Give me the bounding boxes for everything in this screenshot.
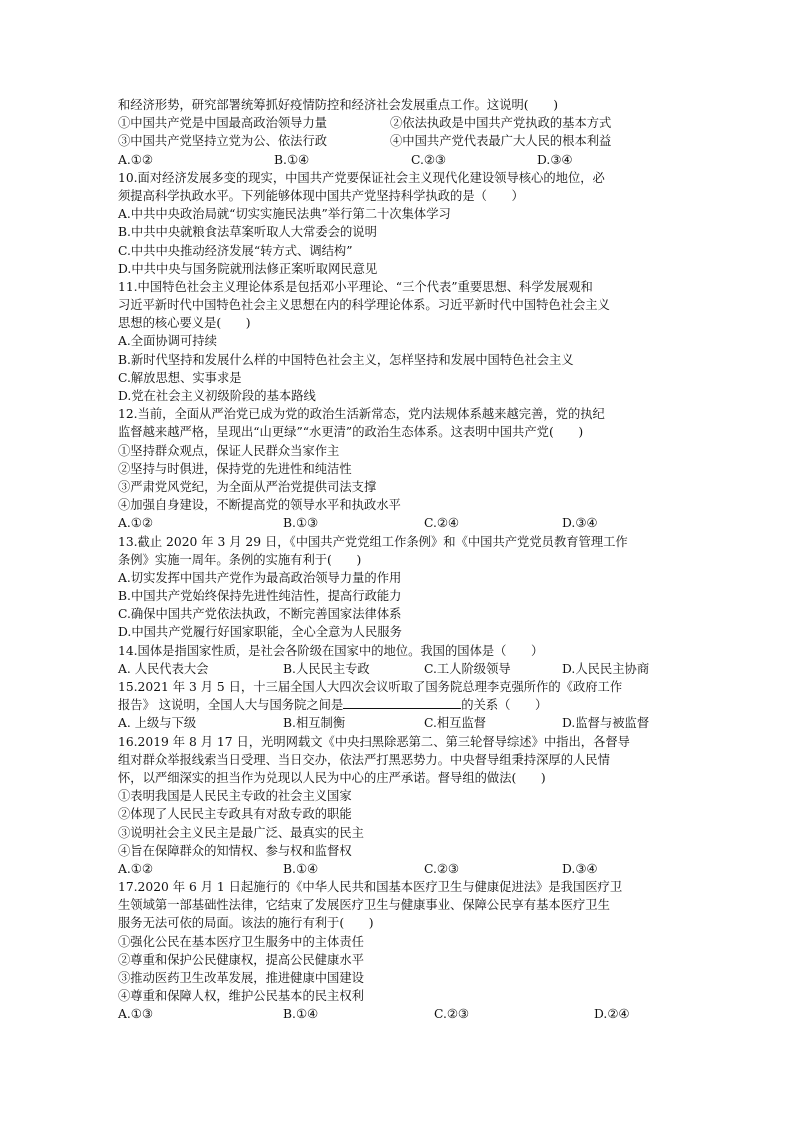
question-stem-blank-line xyxy=(118,696,680,714)
choice-b: B.①③ xyxy=(283,516,318,531)
question-stem: 11.中国特色社会主义理论体系是包括邓小平理论、“三个代表”重要思想、科学发展观和 xyxy=(118,279,593,294)
exam-page xyxy=(118,96,680,1024)
question-9 xyxy=(118,96,680,169)
question-stem: 10.面对经济发展多变的现实，中国共产党要保证社会主义现代化建设领导核心的地位，必 xyxy=(118,170,605,185)
statement: ②坚持与时俱进，保持党的先进性和纯洁性 xyxy=(118,461,352,476)
stem-text: 的关系（ ） xyxy=(461,698,548,713)
question-16 xyxy=(118,733,680,879)
choice-a: A.①② xyxy=(118,516,153,531)
option-a: A.全面协调可持续 xyxy=(118,334,217,349)
choice-d: D.③④ xyxy=(562,861,598,876)
option-c: C.确保中国共产党依法执政，不断完善国家法律体系 xyxy=(118,607,402,622)
question-15 xyxy=(118,678,680,733)
choice-c: C.工人阶级领导 xyxy=(424,661,511,676)
statement-row xyxy=(118,132,680,150)
choice-a: A. 上级与下级 xyxy=(118,716,197,731)
choice-b: B.①④ xyxy=(274,152,309,167)
question-stem: 怀，以严细深实的担当作为兑现以人民为中心的庄严承诺。督导组的做法( ) xyxy=(118,770,546,785)
option-b: B.中国共产党始终保持先进性纯洁性，提高行政能力 xyxy=(118,589,402,604)
question-stem: 14.国体是指国家性质，是社会各阶级在国家中的地位。我国的国体是（ ） xyxy=(118,643,544,658)
question-stem: 和经济形势，研究部署统筹抓好疫情防控和经济社会发展重点工作。这说明( ) xyxy=(118,98,558,112)
question-stem: 12.当前，全面从严治党已成为党的政治生活新常态，党内法规体系越来越完善，党的执纪 xyxy=(118,407,605,422)
question-stem: 习近平新时代中国特色社会主义思想在内的科学理论体系。习近平新时代中国特色社会主义 xyxy=(118,298,610,313)
option-b: B.中共中央就粮食法草案听取人大常委会的说明 xyxy=(118,225,377,240)
stem-text: 报告》 这说明，全国人大与国务院之间是 xyxy=(118,698,344,713)
statement: ①中国共产党是中国最高政治领导力量 xyxy=(118,116,328,131)
choice-c: C.②④ xyxy=(424,516,459,531)
question-14 xyxy=(118,642,680,678)
question-stem: 生领域第一部基础性法律，它结束了发展医疗卫生与健康事业、保障公民享有基本医疗卫生 xyxy=(118,898,610,913)
statement: ③严肃党风党纪，为全面从严治党提供司法支撑 xyxy=(118,479,377,494)
question-stem: 组对群众举报线索当日受理、当日交办，依法严打黑恶势力。中央督导组秉持深厚的人民情 xyxy=(118,752,610,767)
question-17 xyxy=(118,878,680,1024)
choice-b: B.相互制衡 xyxy=(283,716,346,731)
statement: ②体现了人民民主专政具有对敌专政的职能 xyxy=(118,807,352,822)
option-d: D.中国共产党履行好国家职能，全心全意为人民服务 xyxy=(118,625,402,640)
choice-a: A.①② xyxy=(118,861,153,876)
option-d: D.党在社会主义初级阶段的基本路线 xyxy=(118,389,316,403)
choice-b: B.①④ xyxy=(283,861,318,876)
choice-c: C.②③ xyxy=(424,861,459,876)
statement: ③中国共产党坚持立党为公、依法行政 xyxy=(118,134,328,149)
choice-d: D.③④ xyxy=(537,152,573,167)
statement: ④旨在保障群众的知情权、参与权和监督权 xyxy=(118,843,352,858)
statement: ②尊重和保护公民健康权，提高公民健康水平 xyxy=(118,952,364,967)
statement: ①表明我国是人民民主专政的社会主义国家 xyxy=(118,789,352,804)
choice-d: D.③④ xyxy=(562,516,598,531)
statement: ②依法执政是中国共产党执政的基本方式 xyxy=(390,116,612,131)
choice-row xyxy=(118,1005,680,1023)
question-stem: 条例》实施一周年。条例的实施有利于( ) xyxy=(118,552,362,567)
statement: ④中国共产党代表最广大人民的根本利益 xyxy=(390,134,612,149)
choice-c: C.②③ xyxy=(411,152,446,167)
question-12 xyxy=(118,405,680,532)
answer-blank xyxy=(343,696,461,709)
statement: ④加强自身建设，不断提高党的领导水平和执政水平 xyxy=(118,498,401,513)
choice-a: A.①③ xyxy=(118,1007,153,1022)
question-11 xyxy=(118,278,680,405)
choice-d: D.监督与被监督 xyxy=(562,716,650,731)
statement: ③说明社会主义民主是最广泛、最真实的民主 xyxy=(118,825,364,840)
choice-c: C.②③ xyxy=(434,1007,469,1022)
choice-b: B.人民民主专政 xyxy=(283,661,370,676)
choice-row xyxy=(118,660,680,678)
question-stem: 17.2020 年 6 月 1 日起施行的《中华人民共和国基本医疗卫生与健康促进法》是我国医疗卫 xyxy=(118,880,623,895)
question-stem: 15.2021 年 3 月 5 日，十三届全国人大四次会议听取了国务院总理李克强所作的《政府工作 xyxy=(118,680,623,694)
question-stem: 须提高科学执政水平。下列能够体现中国共产党坚持科学执政的是（ ） xyxy=(118,188,524,203)
question-stem: 监督越来越严格，呈现出“山更绿”“水更清”的政治生态体系。这表明中国共产党( ) xyxy=(118,425,584,440)
choice-row xyxy=(118,860,680,878)
choice-a: A. 人民代表大会 xyxy=(118,661,209,676)
choice-d: D.②④ xyxy=(594,1007,630,1022)
statement: ③推动医药卫生改革发展，推进健康中国建设 xyxy=(118,971,364,985)
question-stem: 13.截止 2020 年 3 月 29 日，《中国共产党党组工作条例》和《中国共产党党员教育管理工作 xyxy=(118,534,628,549)
choice-b: B.①④ xyxy=(283,1007,318,1022)
option-a: A.中共中央政治局就“切实实施民法典”举行第二十次集体学习 xyxy=(118,207,451,222)
statement: ④尊重和保障人权，维护公民基本的民主权利 xyxy=(118,989,364,1004)
statement-row xyxy=(118,114,680,132)
statement: ①坚持群众观点，保证人民群众当家作主 xyxy=(118,443,340,458)
option-d: D.中共中央与国务院就刑法修正案听取网民意见 xyxy=(118,261,378,276)
question-stem: 服务无法可依的局面。该法的施行有利于( ) xyxy=(118,916,374,931)
option-c: C.解放思想、实事求是 xyxy=(118,370,242,385)
statement: ①强化公民在基本医疗卫生服务中的主体责任 xyxy=(118,934,364,949)
choice-row xyxy=(118,714,680,732)
choice-row xyxy=(118,514,680,532)
question-13 xyxy=(118,533,680,642)
option-a: A.切实发挥中国共产党作为最高政治领导力量的作用 xyxy=(118,570,402,585)
question-stem: 16.2019 年 8 月 17 日，光明网载文《中央扫黑除恶第二、第三轮督导综述》中指出，各督导 xyxy=(118,734,630,749)
question-10 xyxy=(118,169,680,278)
choice-d: D.人民民主协商 xyxy=(562,661,650,676)
question-stem: 思想的核心要义是( ) xyxy=(118,316,251,331)
choice-a: A.①② xyxy=(118,152,153,167)
option-c: C.中共中央推动经济发展“转方式、调结构” xyxy=(118,243,353,258)
choice-c: C.相互监督 xyxy=(424,716,487,731)
option-b: B.新时代坚持和发展什么样的中国特色社会主义，怎样坚持和发展中国特色社会主义 xyxy=(118,352,574,367)
choice-row xyxy=(118,151,680,169)
